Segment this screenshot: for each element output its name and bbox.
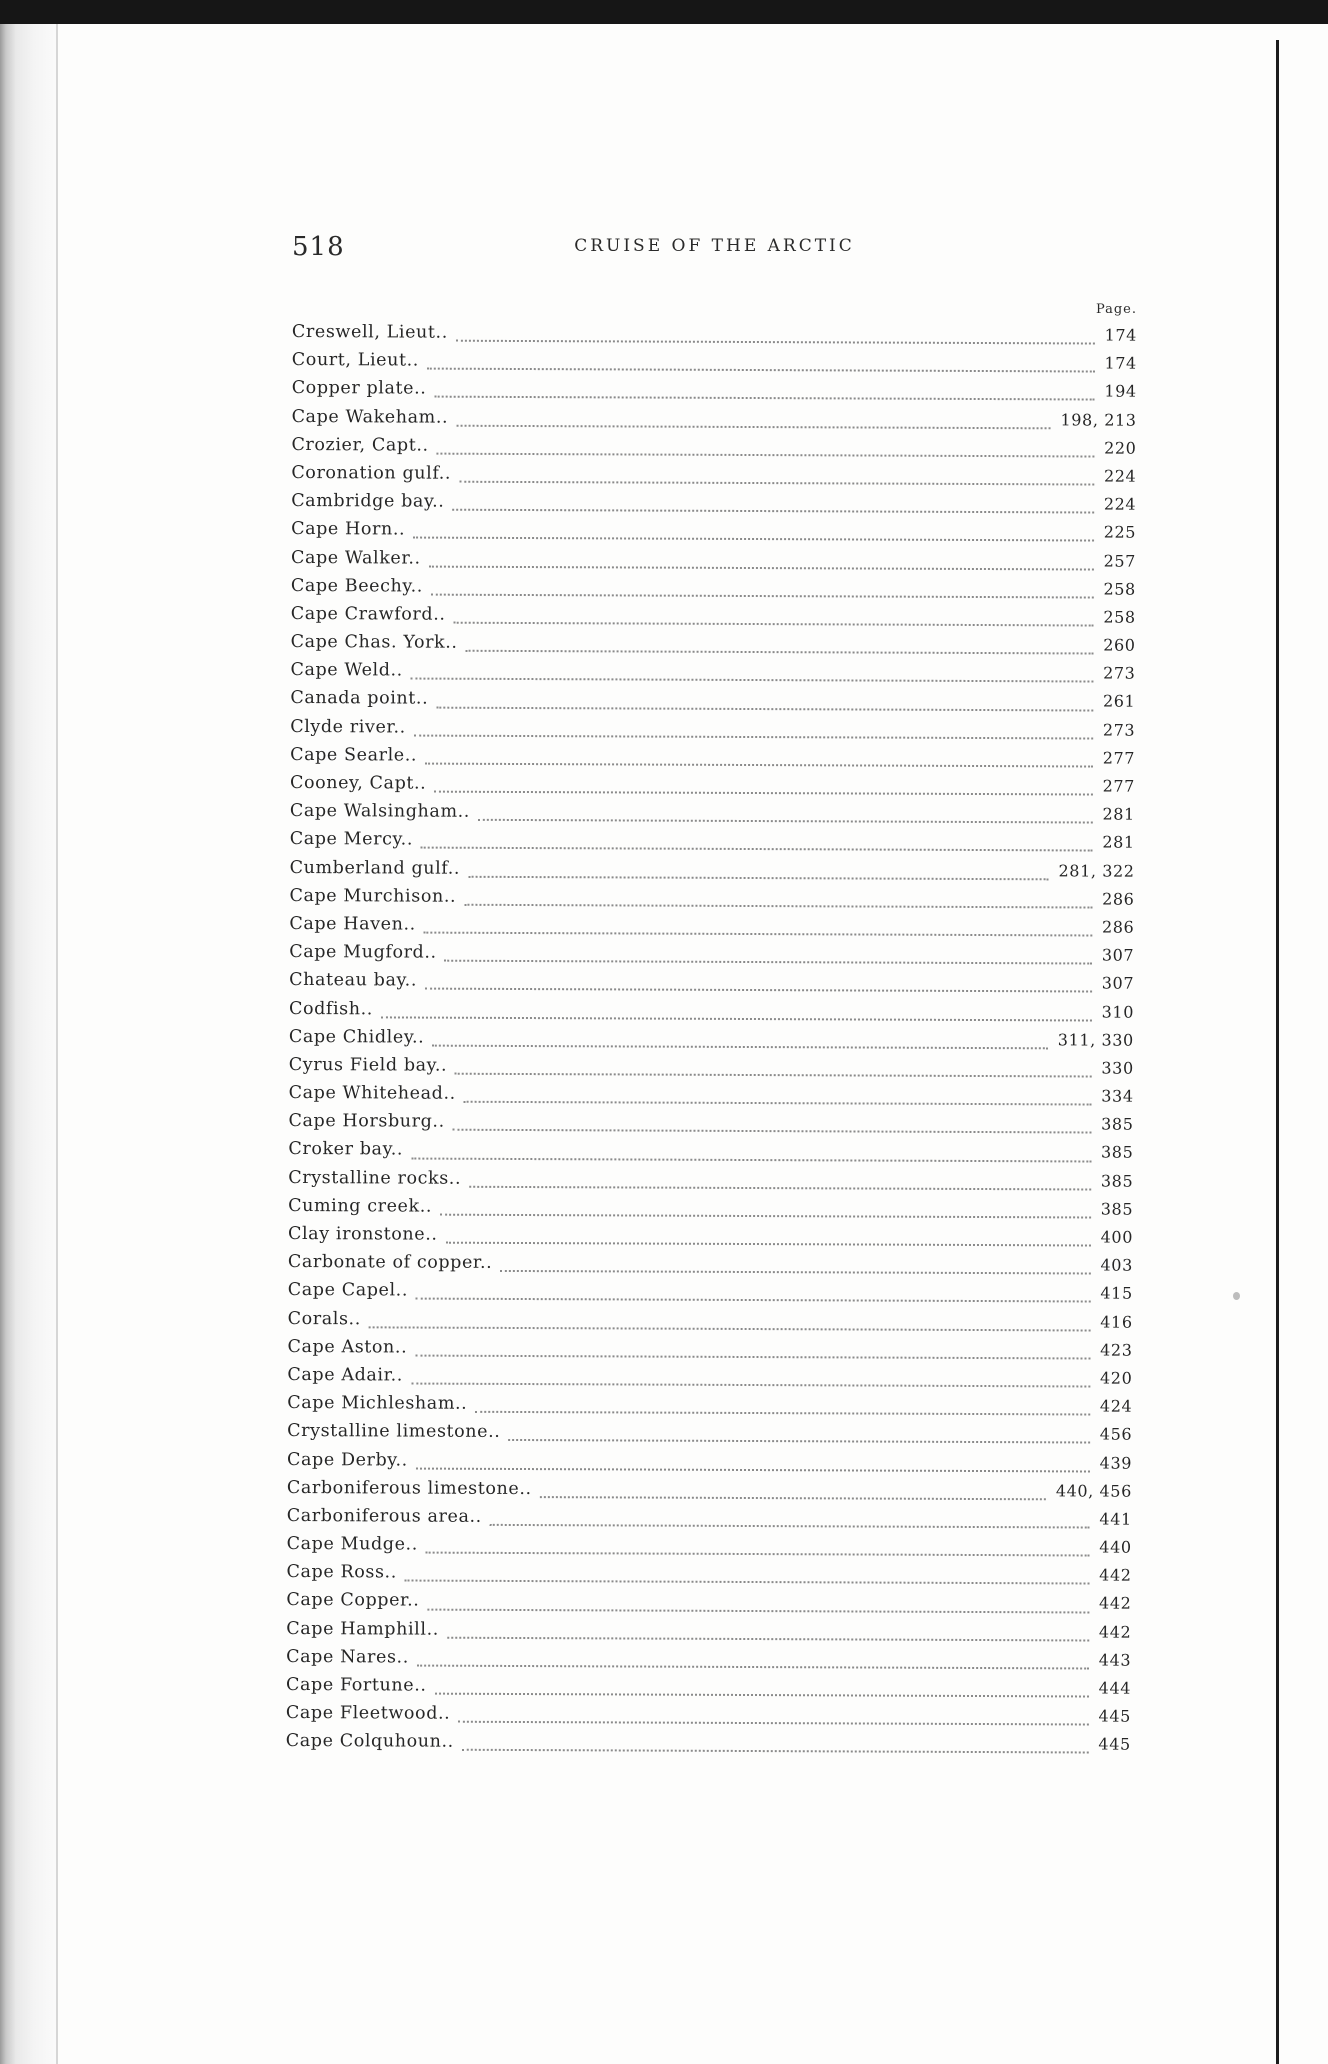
- index-term: Cuming creek..: [288, 1195, 433, 1217]
- index-entry: [289, 998, 1134, 1030]
- page-column-heading: [292, 298, 1137, 320]
- index-page-reference: 442: [1099, 1593, 1132, 1614]
- index-entry: [287, 1534, 1132, 1566]
- dot-leader: [464, 904, 1092, 909]
- dot-leader: [456, 340, 1095, 345]
- index-term: Cape Beechy..: [290, 575, 423, 597]
- index-entry: [290, 829, 1135, 861]
- index-term: Cape Crawford..: [290, 603, 446, 625]
- index-entry: [288, 1280, 1133, 1312]
- index-term: Cape Walker..: [290, 547, 421, 569]
- running-title: CRUISE OF THE ARCTIC: [574, 236, 855, 256]
- index-page-reference: 444: [1098, 1678, 1132, 1698]
- index-page-reference: 174: [1104, 325, 1137, 345]
- index-term: Cape Colquhoun..: [285, 1731, 454, 1753]
- index-page-reference: 174: [1104, 353, 1137, 373]
- index-page-reference: 307: [1101, 945, 1135, 965]
- index-page-reference: 220: [1104, 438, 1137, 458]
- dot-leader: [468, 875, 1048, 880]
- index-term: Cape Haven..: [289, 913, 416, 935]
- index-entry: [290, 688, 1135, 720]
- dot-leader: [427, 368, 1095, 373]
- dot-leader: [426, 1552, 1089, 1557]
- dot-leader: [432, 1044, 1047, 1049]
- dot-leader: [500, 1270, 1090, 1275]
- index-entry: [287, 1421, 1132, 1453]
- dot-leader: [421, 847, 1092, 852]
- dot-leader: [454, 622, 1094, 627]
- dot-leader: [369, 1326, 1090, 1331]
- index-page-reference: 261: [1102, 691, 1136, 712]
- index-term: Copper plate..: [291, 378, 427, 399]
- index-page-reference: 445: [1098, 1734, 1131, 1755]
- index-term: Cape Mercy..: [289, 829, 414, 850]
- dot-leader: [459, 481, 1094, 486]
- index-entry: [291, 576, 1136, 608]
- index-page-reference: 277: [1102, 776, 1136, 796]
- index-entry: [290, 858, 1135, 890]
- index-entry: [292, 407, 1137, 439]
- dot-leader: [478, 819, 1093, 824]
- dot-leader: [466, 650, 1094, 655]
- index-term: Canada point..: [290, 688, 429, 710]
- index-entry: [287, 1506, 1132, 1538]
- dot-leader: [434, 791, 1092, 796]
- index-page-reference: 224: [1103, 494, 1137, 514]
- index-entry: [289, 1083, 1134, 1115]
- dot-leader: [490, 1524, 1090, 1529]
- index-page-reference: 441: [1099, 1509, 1132, 1529]
- dot-leader: [455, 1073, 1091, 1078]
- index-page-reference: 194: [1104, 381, 1137, 402]
- index-entry: [292, 322, 1137, 354]
- index-page-reference: 277: [1102, 748, 1136, 768]
- index-page-reference: 385: [1101, 1114, 1134, 1134]
- index-term: Cape Derby..: [286, 1449, 408, 1471]
- index-entry: [288, 1111, 1133, 1143]
- index-term: Cape Walsingham..: [289, 801, 471, 822]
- index-term: Cape Whitehead..: [288, 1083, 456, 1104]
- index-term: Cape Horsburg..: [288, 1111, 445, 1132]
- index-page-reference: 415: [1100, 1283, 1133, 1304]
- dot-leader: [381, 1016, 1092, 1021]
- index-page-reference: 198, 213: [1060, 409, 1137, 430]
- index-page-reference: 286: [1101, 917, 1135, 937]
- index-term: Crozier, Capt..: [291, 434, 429, 456]
- index-term: Cape Fleetwood..: [285, 1703, 451, 1724]
- index-page-reference: 225: [1103, 522, 1137, 542]
- index-page-reference: 273: [1102, 720, 1136, 740]
- index-list: [286, 322, 1137, 1763]
- dot-leader: [469, 1185, 1091, 1190]
- index-page-reference: 260: [1103, 635, 1136, 655]
- dot-leader: [458, 1721, 1088, 1726]
- dot-leader: [405, 1580, 1089, 1585]
- index-entry: [289, 914, 1134, 946]
- dot-leader: [437, 452, 1094, 457]
- index-term: Crystalline rocks..: [288, 1167, 462, 1189]
- index-entry: [289, 886, 1134, 918]
- dot-leader: [414, 734, 1093, 739]
- index-term: Chateau bay..: [289, 970, 418, 991]
- index-page-reference: 310: [1101, 1002, 1135, 1022]
- index-entry: [291, 491, 1136, 523]
- index-term: Cape Hamphill..: [286, 1618, 439, 1640]
- index-page-reference: 443: [1098, 1650, 1132, 1670]
- index-page-reference: 416: [1100, 1312, 1133, 1332]
- dot-leader: [453, 1129, 1091, 1134]
- index-term: Cape Aston..: [287, 1336, 408, 1358]
- index-page-reference: 258: [1103, 607, 1136, 627]
- index-page-reference: 273: [1103, 663, 1136, 683]
- index-term: Cape Nares..: [286, 1646, 409, 1668]
- page-edge-left: [56, 24, 58, 2064]
- index-entry: [290, 717, 1135, 749]
- index-term: Cyrus Field bay..: [288, 1054, 448, 1076]
- index-term: Creswell, Lieut..: [291, 322, 448, 343]
- book-gutter-shadow: [0, 24, 58, 2064]
- index-entry: [286, 1590, 1131, 1622]
- dot-leader: [411, 678, 1093, 683]
- index-entry: [290, 745, 1135, 777]
- index-term: Codfish..: [288, 998, 374, 1019]
- index-entry: [288, 1139, 1133, 1171]
- index-entry: [287, 1449, 1132, 1481]
- dot-leader: [425, 762, 1093, 767]
- index-page-reference: 385: [1100, 1171, 1134, 1191]
- index-page-reference: 334: [1101, 1086, 1134, 1106]
- dot-leader: [424, 932, 1092, 937]
- index-term: Corals..: [287, 1308, 361, 1329]
- dot-leader: [445, 960, 1092, 965]
- index-page-reference: 330: [1101, 1058, 1134, 1078]
- index-entry: [291, 604, 1136, 636]
- dot-leader: [425, 988, 1092, 993]
- dot-leader: [415, 1354, 1090, 1359]
- index-entry: [291, 519, 1136, 551]
- index-term: Clay ironstone..: [287, 1223, 438, 1245]
- index-entry: [286, 1675, 1131, 1707]
- index-page-reference: 257: [1103, 551, 1137, 571]
- dot-leader: [452, 509, 1093, 514]
- index-page-reference: 420: [1100, 1368, 1133, 1388]
- index-term: Cambridge bay..: [291, 491, 445, 512]
- index-term: Cape Copper..: [286, 1590, 420, 1612]
- index-entry: [292, 378, 1137, 410]
- dot-leader: [440, 1214, 1091, 1219]
- index-page-reference: 307: [1101, 973, 1135, 993]
- dot-leader: [464, 1101, 1091, 1106]
- dot-leader: [456, 424, 1050, 429]
- index-entry: [290, 773, 1135, 805]
- scan-speck: [1233, 1292, 1240, 1300]
- index-page-reference: 385: [1100, 1199, 1134, 1219]
- index-page-reference: 456: [1099, 1424, 1133, 1444]
- index-entry: [288, 1168, 1133, 1200]
- index-entry: [291, 463, 1136, 495]
- dot-leader: [417, 1664, 1089, 1669]
- dot-leader: [413, 537, 1094, 542]
- index-term: Cape Chas. York..: [290, 632, 458, 653]
- index-entry: [287, 1337, 1132, 1369]
- index-entry: [286, 1731, 1131, 1763]
- index-term: Carboniferous limestone..: [286, 1477, 532, 1499]
- dot-leader: [429, 565, 1094, 570]
- index-entry: [292, 350, 1137, 382]
- index-term: Carbonate of copper..: [287, 1252, 493, 1274]
- dot-leader: [446, 1242, 1091, 1247]
- index-term: Cape Ross..: [286, 1562, 397, 1583]
- dot-leader: [416, 1467, 1090, 1472]
- index-entry: [291, 435, 1136, 467]
- page-edge-right: [1276, 40, 1279, 2064]
- index-entry: [287, 1478, 1132, 1510]
- dot-leader: [540, 1496, 1046, 1500]
- index-term: Cape Capel..: [287, 1280, 409, 1301]
- running-head: [292, 232, 1137, 268]
- index-term: Cape Murchison..: [289, 885, 457, 907]
- index-page-reference: 403: [1100, 1255, 1133, 1275]
- dot-leader: [411, 1157, 1091, 1162]
- index-page-reference: 442: [1098, 1622, 1132, 1642]
- index-term: Cape Weld..: [290, 660, 403, 681]
- index-entry: [290, 660, 1135, 692]
- index-entry: [289, 970, 1134, 1002]
- index-entry: [288, 1309, 1133, 1341]
- index-entry: [289, 1027, 1134, 1059]
- index-term: Cape Fortune..: [286, 1674, 427, 1696]
- index-term: Crystalline limestone..: [287, 1421, 501, 1443]
- index-page-reference: 423: [1100, 1340, 1133, 1360]
- index-entry: [286, 1619, 1131, 1651]
- index-entry: [288, 1224, 1133, 1256]
- index-page-reference: 440, 456: [1055, 1481, 1132, 1501]
- page-column-label: Page.: [1095, 302, 1137, 317]
- index-entry: [289, 1055, 1134, 1087]
- index-entry: [289, 942, 1134, 974]
- index-term: Cape Mugford..: [289, 942, 437, 963]
- index-page-reference: 445: [1098, 1706, 1131, 1726]
- index-page-reference: 311, 330: [1057, 1030, 1134, 1050]
- index-term: Carboniferous area..: [286, 1505, 482, 1527]
- index-term: Court, Lieut..: [291, 350, 420, 371]
- index-entry: [288, 1196, 1133, 1228]
- index-page-reference: 286: [1102, 889, 1135, 909]
- index-term: Cape Wakeham..: [291, 406, 449, 428]
- dot-leader: [416, 1298, 1090, 1303]
- index-entry: [291, 632, 1136, 664]
- index-entry: [287, 1393, 1132, 1425]
- index-term: Cumberland gulf..: [289, 857, 461, 879]
- dot-leader: [475, 1411, 1090, 1416]
- index-page-reference: 281: [1102, 804, 1135, 824]
- dot-leader: [434, 396, 1094, 401]
- index-page-reference: 281: [1102, 832, 1135, 853]
- index-page-reference: 439: [1099, 1453, 1133, 1473]
- index-term: Cape Searle..: [290, 744, 418, 766]
- index-entry: [288, 1252, 1133, 1284]
- dot-leader: [462, 1749, 1089, 1754]
- index-term: Coronation gulf..: [291, 462, 452, 484]
- index-page-reference: 424: [1099, 1396, 1133, 1416]
- dot-leader: [411, 1383, 1090, 1388]
- index-entry: [291, 547, 1136, 579]
- index-entry: [286, 1647, 1131, 1679]
- index-page-reference: 442: [1099, 1565, 1132, 1585]
- dot-leader: [436, 706, 1093, 711]
- index-entry: [290, 801, 1135, 833]
- index-page-reference: 440: [1099, 1537, 1132, 1557]
- index-term: Cape Michlesham..: [287, 1393, 468, 1414]
- dot-leader: [427, 1608, 1089, 1613]
- scan-top-border: [0, 0, 1328, 24]
- index-term: Croker bay..: [288, 1139, 404, 1160]
- index-entry: [287, 1365, 1132, 1397]
- index-entry: [286, 1562, 1131, 1594]
- dot-leader: [435, 1693, 1089, 1698]
- dot-leader: [447, 1636, 1089, 1641]
- index-page-reference: 385: [1100, 1142, 1134, 1163]
- index-entry: [286, 1703, 1131, 1735]
- dot-leader: [508, 1439, 1089, 1444]
- index-page-reference: 281, 322: [1058, 860, 1135, 881]
- index-term: Cape Mudge..: [286, 1534, 418, 1555]
- index-page-reference: 400: [1100, 1227, 1134, 1247]
- index-term: Clyde river..: [290, 716, 406, 738]
- dot-leader: [431, 593, 1094, 598]
- index-term: Cooney, Capt..: [289, 772, 427, 794]
- index-page-reference: 258: [1103, 579, 1136, 599]
- page-number: 518: [292, 232, 345, 262]
- index-term: Cape Chidley..: [288, 1026, 425, 1048]
- index-term: Cape Horn..: [291, 519, 406, 540]
- index-term: Cape Adair..: [287, 1364, 404, 1386]
- index-page-reference: 224: [1103, 466, 1137, 486]
